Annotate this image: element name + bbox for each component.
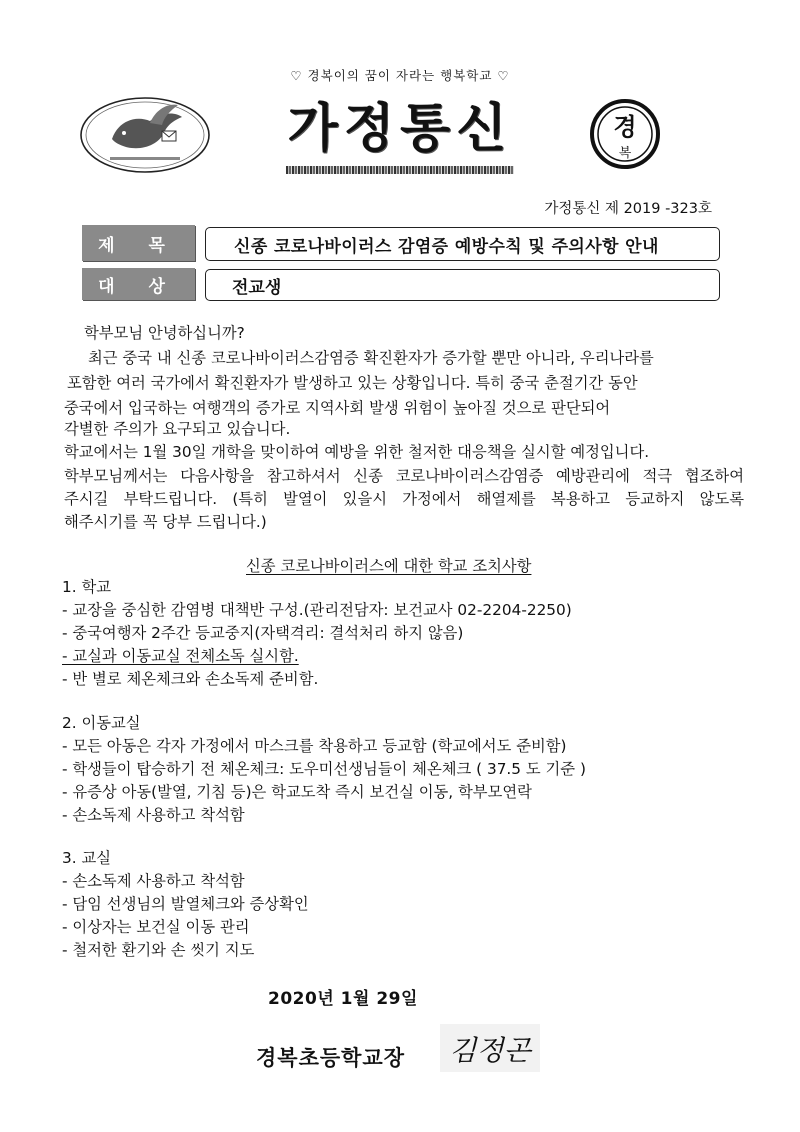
svg-text:경: 경 [613,113,637,141]
intro-line: 각별한 주의가 요구되고 있습니다. [64,420,291,438]
title-decoration-bar [286,166,514,174]
intro-greeting: 학부모님 안녕하십니까? [84,324,245,342]
intro-line: 중국에서 입국하는 여행객의 증가로 지역사회 발생 위험이 높아질 것으로 판단되어 [64,399,611,417]
list-item: - 교장을 중심한 감염병 대책반 구성.(관리전담자: 보건교사 02-2204-2250) [62,601,572,619]
subject-label: 제 목 [82,225,195,261]
issue-number: 가정통신 제 2019 -323호 [544,201,712,217]
intro-line: 주시길 부탁드립니다. (특히 발열이 있을시 가정에서 해열제를 복용하고 등교하지 않도록 [64,490,744,508]
list-item: - 반 별로 체온체크와 손소독제 준비함. [62,670,319,688]
issue-date: 2020년 1월 29일 [268,989,418,1009]
intro-line: 최근 중국 내 신종 코로나바이러스감염증 확진환자가 증가할 뿐만 아니라, 우리나라를 [88,349,654,367]
school-logo-left [78,95,213,179]
svg-text:복: 복 [618,146,632,161]
list-item: - 유증상 아동(발열, 기침 등)은 학교도착 즉시 보건실 이동, 학부모연락 [62,783,532,801]
list-item: - 학생들이 탑승하기 전 체온체크: 도우미선생님들이 체온체크 ( 37.5 도 기준 ) [62,760,586,778]
intro-line: 포함한 여러 국가에서 확진환자가 발생하고 있는 상황입니다. 특히 중국 춘절기간 동안 [67,374,638,392]
principal-signature [440,1024,540,1072]
list-item: - 모든 아동은 각자 가정에서 마스크를 착용하고 등교함 (학교에서도 준비함) [62,737,567,755]
intro-line: 학교에서는 1월 30일 개학을 맞이하여 예방을 위한 철저한 대응책을 실시할 예정입니다. [64,443,650,461]
list-item: - 손소독제 사용하고 착석함 [62,872,245,890]
list-item: - 이상자는 보건실 이동 관리 [62,918,250,936]
target-label: 대 상 [82,268,195,300]
intro-line: 학부모님께서는 다음사항을 참고하셔서 신종 코로나바이러스감염증 예방관리에 적극 협조하여 [64,467,744,485]
principal-title: 경복초등학교장 [256,1046,406,1070]
list-item: - 손소독제 사용하고 착석함 [62,806,245,824]
target-value: 전교생 [205,269,720,301]
list-item: - 철저한 환기와 손 씻기 지도 [62,941,255,959]
school-seal [588,97,662,175]
section-title-classroom: 3. 교실 [62,849,112,867]
list-item: - 담임 선생님의 발열체크와 증상확인 [62,895,309,913]
intro-line: 해주시기를 꼭 당부 드립니다.) [64,513,267,531]
list-item: - 중국여행자 2주간 등교중지(자택격리: 결석처리 하지 않음) [62,624,464,642]
school-slogan: ♡ 경복이의 꿈이 자라는 행복학교 ♡ [290,68,510,83]
list-item: - 교실과 이동교실 전체소독 실시함. [62,647,299,665]
svg-text:김정곤: 김정곤 [449,1034,531,1067]
measures-heading: 신종 코로나바이러스에 대한 학교 조치사항 [246,557,532,575]
newsletter-title: 가정통신 [287,99,513,159]
newsletter-title-block [284,96,516,178]
section-title-mobile-class: 2. 이동교실 [62,714,141,732]
subject-value: 신종 코로나바이러스 감염증 예방수칙 및 주의사항 안내 [205,227,720,261]
section-title-school: 1. 학교 [62,578,112,596]
